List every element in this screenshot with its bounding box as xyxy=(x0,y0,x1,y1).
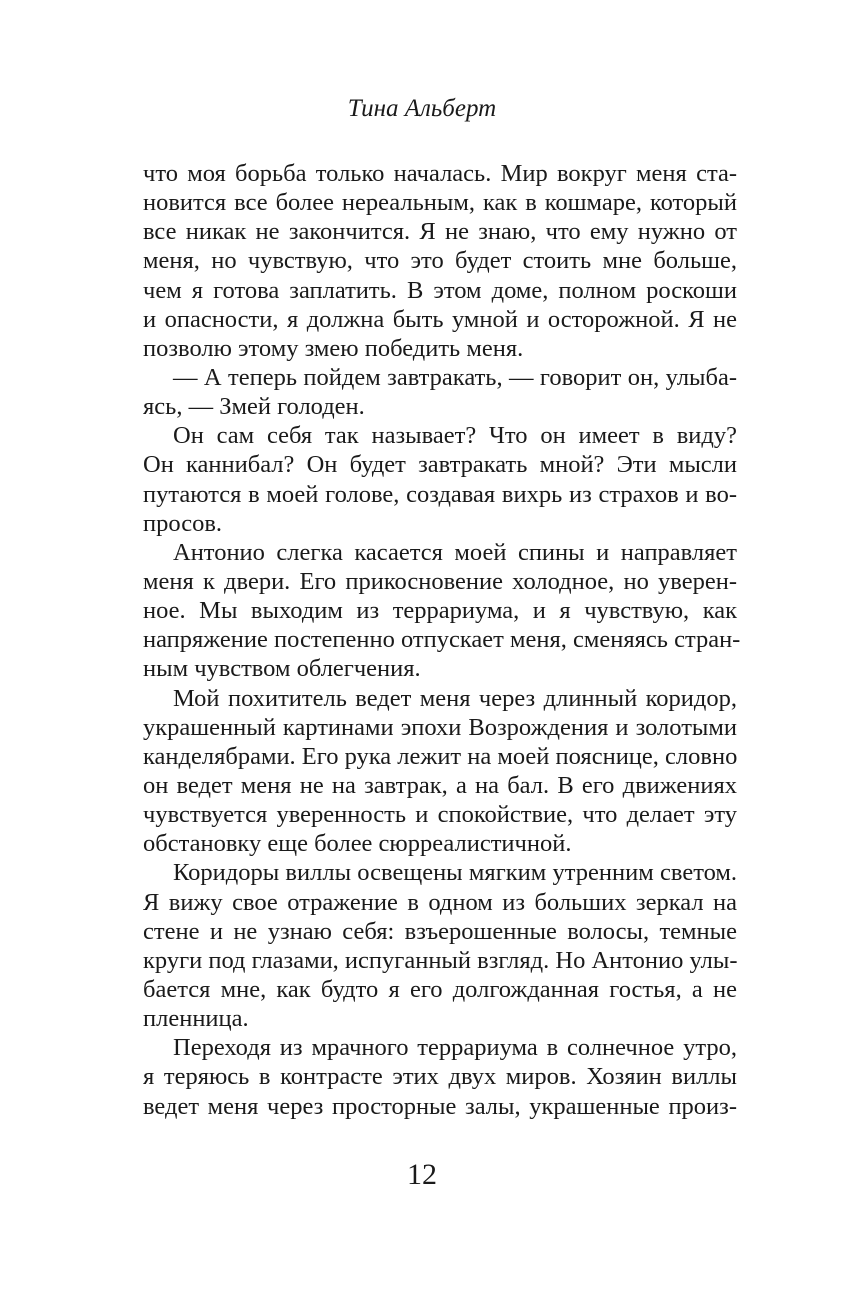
text-line: все никак не закончится. Я не знаю, что ему нужно от xyxy=(143,218,737,246)
text-line: стене и не узнаю себя: взъерошенные волосы, темные xyxy=(143,917,737,945)
text-line: напряжение постепенно отпускает меня, сменяясь стран- xyxy=(143,626,741,654)
page-number: 12 xyxy=(407,1158,437,1191)
text-line: просов. xyxy=(143,509,223,537)
text-line: меня к двери. Его прикосновение холодное, но уверен- xyxy=(143,567,737,595)
text-line: украшенный картинами эпохи Возрождения и золотыми xyxy=(143,713,737,741)
text-line: новится все более нереальным, как в кошмаре, который xyxy=(143,189,737,217)
text-line: канделябрами. Его рука лежит на моей пояснице, словно xyxy=(143,742,738,770)
text-line: Антонио слегка касается моей спины и направляет xyxy=(173,538,737,566)
text-line: что моя борьба только началась. Мир вокруг меня ста- xyxy=(143,160,737,187)
text-line: Переходя из мрачного террариума в солнечное утро, xyxy=(173,1034,737,1062)
text-line: Коридоры виллы освещены мягким утренним светом. xyxy=(173,859,737,887)
text-line: меня, но чувствую, что это будет стоить мне больше, xyxy=(143,247,737,275)
text-line: и опасности, я должна быть умной и осторожной. Я не xyxy=(143,305,737,333)
text-line: ное. Мы выходим из террариума, и я чувствую, как xyxy=(143,597,737,625)
text-line: Я вижу свое отражение в одном из больших зеркал на xyxy=(143,888,737,916)
text-line: он ведет меня не на завтрак, а на бал. В его движениях xyxy=(143,771,737,799)
text-line: ным чувством облегчения. xyxy=(143,655,421,683)
text-line: ведет меня через просторные залы, украшенные произ- xyxy=(143,1092,737,1120)
text-line: ясь, — Змей голоден. xyxy=(143,393,365,421)
text-line: — А теперь пойдем завтракать, — говорит он, улыба- xyxy=(173,363,737,391)
text-line: круги под глазами, испуганный взгляд. Но Антонио улы- xyxy=(143,946,738,974)
body-text xyxy=(143,159,741,1121)
text-line: я теряюсь в контрасте этих двух миров. Хозяин виллы xyxy=(143,1063,737,1091)
text-line: Мой похититель ведет меня через длинный коридор, xyxy=(173,684,737,712)
text-line: путаются в моей голове, создавая вихрь из страхов и во- xyxy=(143,480,737,508)
running-head-author: Тина Альберт xyxy=(347,95,497,122)
text-line: позволю этому змею победить меня. xyxy=(143,334,524,362)
text-line: бается мне, как будто я его долгожданная гостья, а не xyxy=(143,975,737,1003)
text-line: пленница. xyxy=(143,1005,249,1033)
text-line: Он сам себя так называет? Что он имеет в виду? xyxy=(173,422,737,450)
text-line: чем я готова заплатить. В этом доме, полном роскоши xyxy=(143,276,737,304)
text-line: обстановку еще более сюрреалистичной. xyxy=(143,830,572,858)
text-line: чувствуется уверенность и спокойствие, что делает эту xyxy=(143,801,737,829)
text-line: Он каннибал? Он будет завтракать мной? Эти мысли xyxy=(143,451,737,479)
